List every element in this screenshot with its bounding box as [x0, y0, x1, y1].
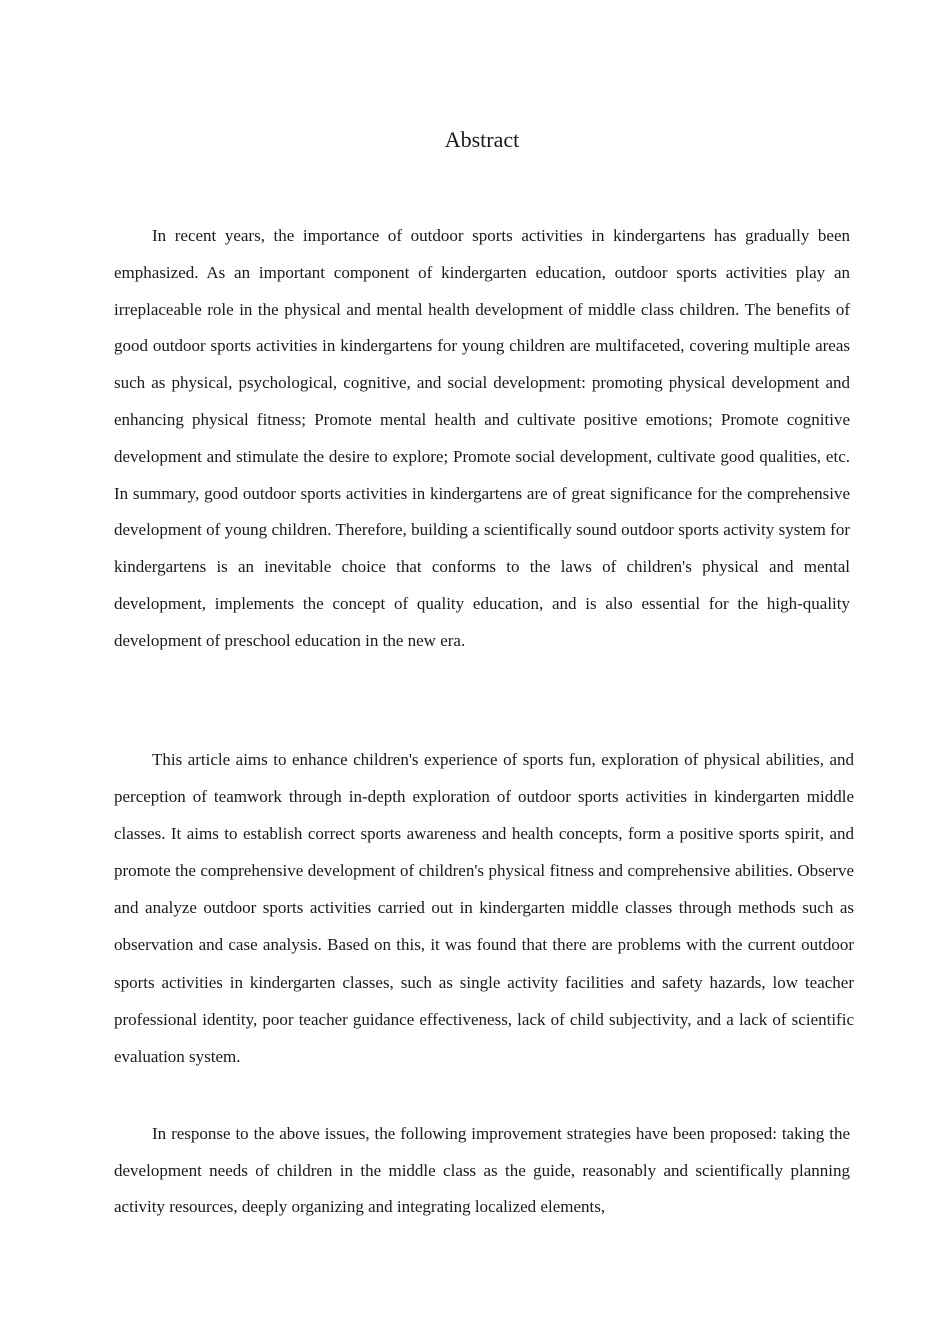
abstract-paragraph-1: In recent years, the importance of outdoor sports activities in kindergartens has gradually been emphasized. As an important component of kindergarten education, outdoor sports activities play an irreplaceable role in the physical and mental health development of middle class children. The benefits of good outdoor sports activities in kindergartens for young children are multifaceted, covering multiple areas such as physical, psychological, cognitive, and social development: promoting physical development and enhancing physical fitness; Promote mental health and cultivate positive emotions; Promote cognitive development and stimulate the desire to explore; Promote social development, cultivate good qualities, etc. In summary, good outdoor sports activities in kindergartens are of great significance for the comprehensive development of young children. Therefore, building a scientifically sound outdoor sports activity system for kindergartens is an inevitable choice that conforms to the laws of children's physical and mental development, implements the concept of quality education, and is also essential for the high-quality development of preschool education in the new era.	[114, 226, 850, 650]
abstract-paragraph-3: In response to the above issues, the following improvement strategies have been proposed: taking the development needs of children in the middle class as the guide, reasonably and scientifically planning activity resources, deeply organizing and integrating localized elements,	[114, 1124, 850, 1216]
document-title: Abstract	[444, 127, 520, 152]
abstract-paragraph-2: This article aims to enhance children's experience of sports fun, exploration of physical abilities, and perception of teamwork through in-depth exploration of outdoor sports activities in kindergarten middle classes. It aims to establish correct sports awareness and health concepts, form a positive sports spirit, and promote the comprehensive development of children's physical fitness and comprehensive abilities. Observe and analyze outdoor sports activities carried out in kindergarten middle classes through methods such as observation and case analysis. Based on this, it was found that there are problems with the current outdoor sports activities in kindergarten classes, such as single activity facilities and safety hazards, low teacher professional identity, poor teacher guidance effectiveness, lack of child subjectivity, and a lack of scientific evaluation system.	[114, 750, 854, 1066]
